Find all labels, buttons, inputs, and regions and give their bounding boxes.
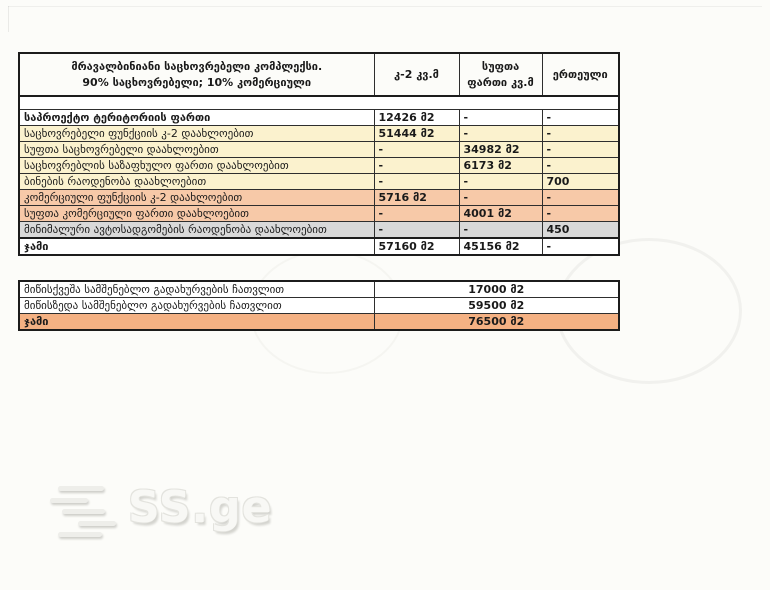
col-header-unit: ერთეული [542,53,619,96]
cell-net: 4001 მ2 [459,206,542,222]
cell-unit: - [542,110,619,126]
table-row [19,110,619,126]
ssge-watermark [46,480,273,552]
table-row [19,298,619,314]
cell-k2: 12426 მ2 [374,110,459,126]
cell-label: ბინების რაოდენობა დაახლოებით [19,174,374,190]
cell-label: სუფთა საცხოვრებელი დაახლოებით [19,142,374,158]
table-row [19,142,619,158]
col-header-k2: კ-2 კვ.მ [374,53,459,96]
table-row [19,281,619,298]
cell-unit: - [542,190,619,206]
cell-label: საცხოვრებელი ფუნქციის კ-2 დაახლოებით [19,126,374,142]
cell-net: - [459,222,542,239]
cell-unit: 700 [542,174,619,190]
table-row [19,174,619,190]
cell-label: კომერციული ფუნქციის კ-2 დაახლოებით [19,190,374,206]
cell-value: 17000 მ2 [374,281,619,298]
cell-label: მინიმალური ავტოსადგომების რაოდენობა დაახლოებით [19,222,374,239]
cell-net: - [459,110,542,126]
col-header-net-area: სუფთა ფართი კვ.მ [459,53,542,96]
table-title-line1: მრავალბინიანი საცხოვრებელი კომპლექსი. [71,59,323,73]
cell-label: ჯამი [19,238,374,255]
cell-label: ჯამი [19,314,374,331]
cell-unit: - [542,206,619,222]
cell-value: 76500 მ2 [374,314,619,331]
table-row [19,190,619,206]
cell-net: - [459,190,542,206]
cell-k2: - [374,174,459,190]
spacer-cell [19,96,619,110]
spacer-row [19,96,619,110]
cell-k2: 51444 მ2 [374,126,459,142]
cell-k2: 5716 მ2 [374,190,459,206]
cell-unit: 450 [542,222,619,239]
cell-unit: - [542,126,619,142]
ssge-logo-icon [78,521,116,526]
cell-net: - [459,126,542,142]
ssge-watermark-text: SS.ge [128,482,273,533]
table-row [19,222,619,239]
cell-net: 34982 მ2 [459,142,542,158]
cell-k2: 57160 მ2 [374,238,459,255]
cell-net: 6173 მ2 [459,158,542,174]
table-title [19,53,374,96]
cell-k2: - [374,142,459,158]
ssge-logo-icon [58,486,104,491]
ssge-logo-icon [50,498,88,503]
construction-area-table [18,280,620,331]
cell-label: საცხოვრებლის საზაფხულო ფართი დაახლოებით [19,158,374,174]
ssge-logo-icon [58,532,102,537]
total-row [19,238,619,255]
scan-artifact-line [8,6,9,32]
scan-artifact-line [8,6,762,7]
cell-label: მიწისქვეშა სამშენებლო გადახურვების ჩათვლით [19,281,374,298]
cell-k2: - [374,206,459,222]
table-row [19,126,619,142]
table-row [19,206,619,222]
cell-unit: - [542,142,619,158]
table-row [19,158,619,174]
cell-label: სუფთა კომერციული ფართი დაახლოებით [19,206,374,222]
cell-label: მიწისზედა სამშენებლო გადახურვების ჩათვლით [19,298,374,314]
cell-value: 59500 მ2 [374,298,619,314]
cell-net: 45156 მ2 [459,238,542,255]
table-title-line2: 90% საცხოვრებელი; 10% კომერციული [82,75,312,89]
cell-unit: - [542,238,619,255]
cell-unit: - [542,158,619,174]
total-row [19,314,619,331]
ssge-logo-icon [62,509,105,514]
main-project-table [18,52,620,256]
cell-label: საპროექტო ტერიტორიის ფართი [19,110,374,126]
cell-net: - [459,174,542,190]
cell-k2: - [374,222,459,239]
header-row [19,53,619,96]
cell-k2: - [374,158,459,174]
